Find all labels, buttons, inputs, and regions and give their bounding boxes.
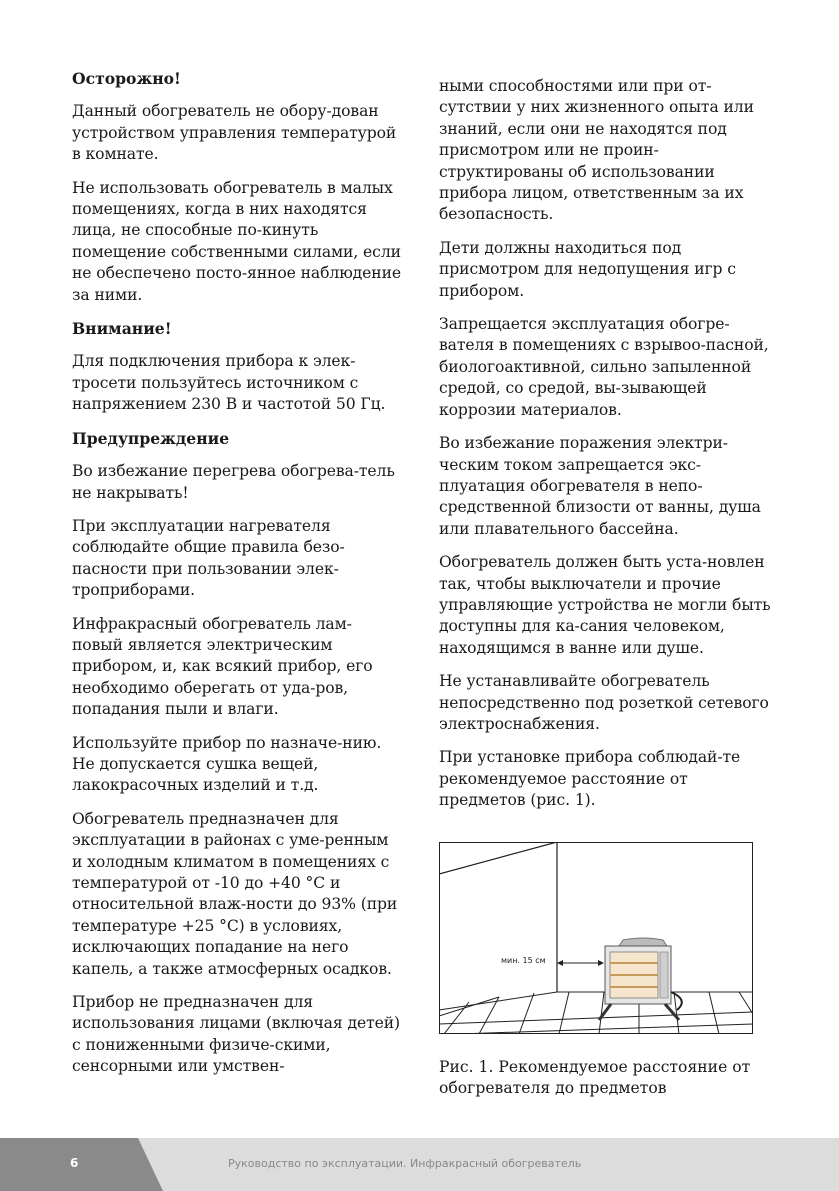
distance-label: мин. 15 см	[501, 956, 546, 965]
paragraph: Для подключения прибора к элек-тросети пользуйтесь источником с напряжением 230 В и частотой 50 Гц.	[72, 352, 386, 414]
paragraph: При установке прибора соблюдай-те рекомендуемое расстояние от предметов (рис. 1).	[439, 748, 741, 810]
page-footer	[0, 1138, 839, 1191]
room-illustration	[439, 842, 753, 1034]
paragraph: Во избежание перегрева обогрева-тель не накрывать!	[72, 462, 395, 502]
attention-heading: Внимание!	[72, 319, 172, 339]
figure-room-heater	[439, 842, 753, 1034]
paragraph: Дети должны находиться под присмотром для недопущения игр с прибором.	[439, 238, 736, 300]
paragraph: Инфракрасный обогреватель лам-повый является электрическим прибором, и, как всякий прибор, его необходимо оберегать от уда-ров, попадания пыли и влаги.	[72, 614, 373, 719]
figure-caption: Рис. 1. Рекомендуемое расстояние от обогревателя до предметов	[439, 1058, 751, 1098]
paragraph: Обогреватель должен быть уста-новлен так, чтобы выключатели и прочие управляющие устройства не могли быть доступны для ка-сания человеком, находящимся в ванне или душе.	[439, 553, 771, 657]
footer-title: Руководство по эксплуатации. Инфракрасный обогреватель	[228, 1157, 582, 1170]
caution-heading: Осторожно!	[72, 69, 181, 88]
paragraph: При эксплуатации нагревателя соблюдайте общие правила безо-пасности при пользовании элек-троприборами.	[72, 516, 345, 600]
paragraph: Обогреватель предназначен для эксплуатации в районах с уме-ренным и холодным климатом в помещениях с температурой от -10 до +40 °C и относительной влаж-ности до 93% (при температуре +25 °C) в условиях, исключающих попадание на него капель, а также атмосферных осадков.	[72, 809, 398, 978]
left-column	[72, 68, 402, 1090]
right-column	[439, 76, 774, 824]
paragraph: Данный обогреватель не обору-дован устройством управления температурой в комнате.	[72, 102, 397, 164]
paragraph: ными способностями или при от-сутствии у них жизненного опыта или знаний, если они не находятся под присмотром или не проин-структированы об использовании прибора лицом, ответственным за их безопасность.	[439, 77, 754, 224]
paragraph: Запрещается эксплуатация обогре-вателя в помещениях с взрывоо-пасной, биологоактивной, сильно запыленной средой, со средой, вы-зывающей коррозии материалов.	[439, 315, 769, 419]
paragraph: Используйте прибор по назначе-нию. Не допускается сушка вещей, лакокрасочных изделий и т.д.	[72, 733, 382, 795]
page-number: 6	[70, 1156, 79, 1170]
paragraph: Не устанавливайте обогреватель непосредственно под розеткой сетевого электроснабжения.	[439, 672, 769, 733]
paragraph: Прибор не предназначен для использования лицами (включая детей) с пониженными физиче-скими, сенсорными или умствен-	[72, 993, 401, 1076]
paragraph: Во избежание поражения электри-ческим током запрещается экс-плуатация обогревателя в непо-средственной близости от ванны, душа или плавательного бассейна.	[439, 434, 761, 538]
paragraph: Не использовать обогреватель в малых помещениях, когда в них находятся лица, не способные по-кинуть помещение собственными силами, если не обеспечено посто-янное наблюдение за ними.	[72, 178, 402, 304]
warning-heading: Предупреждение	[72, 428, 230, 448]
